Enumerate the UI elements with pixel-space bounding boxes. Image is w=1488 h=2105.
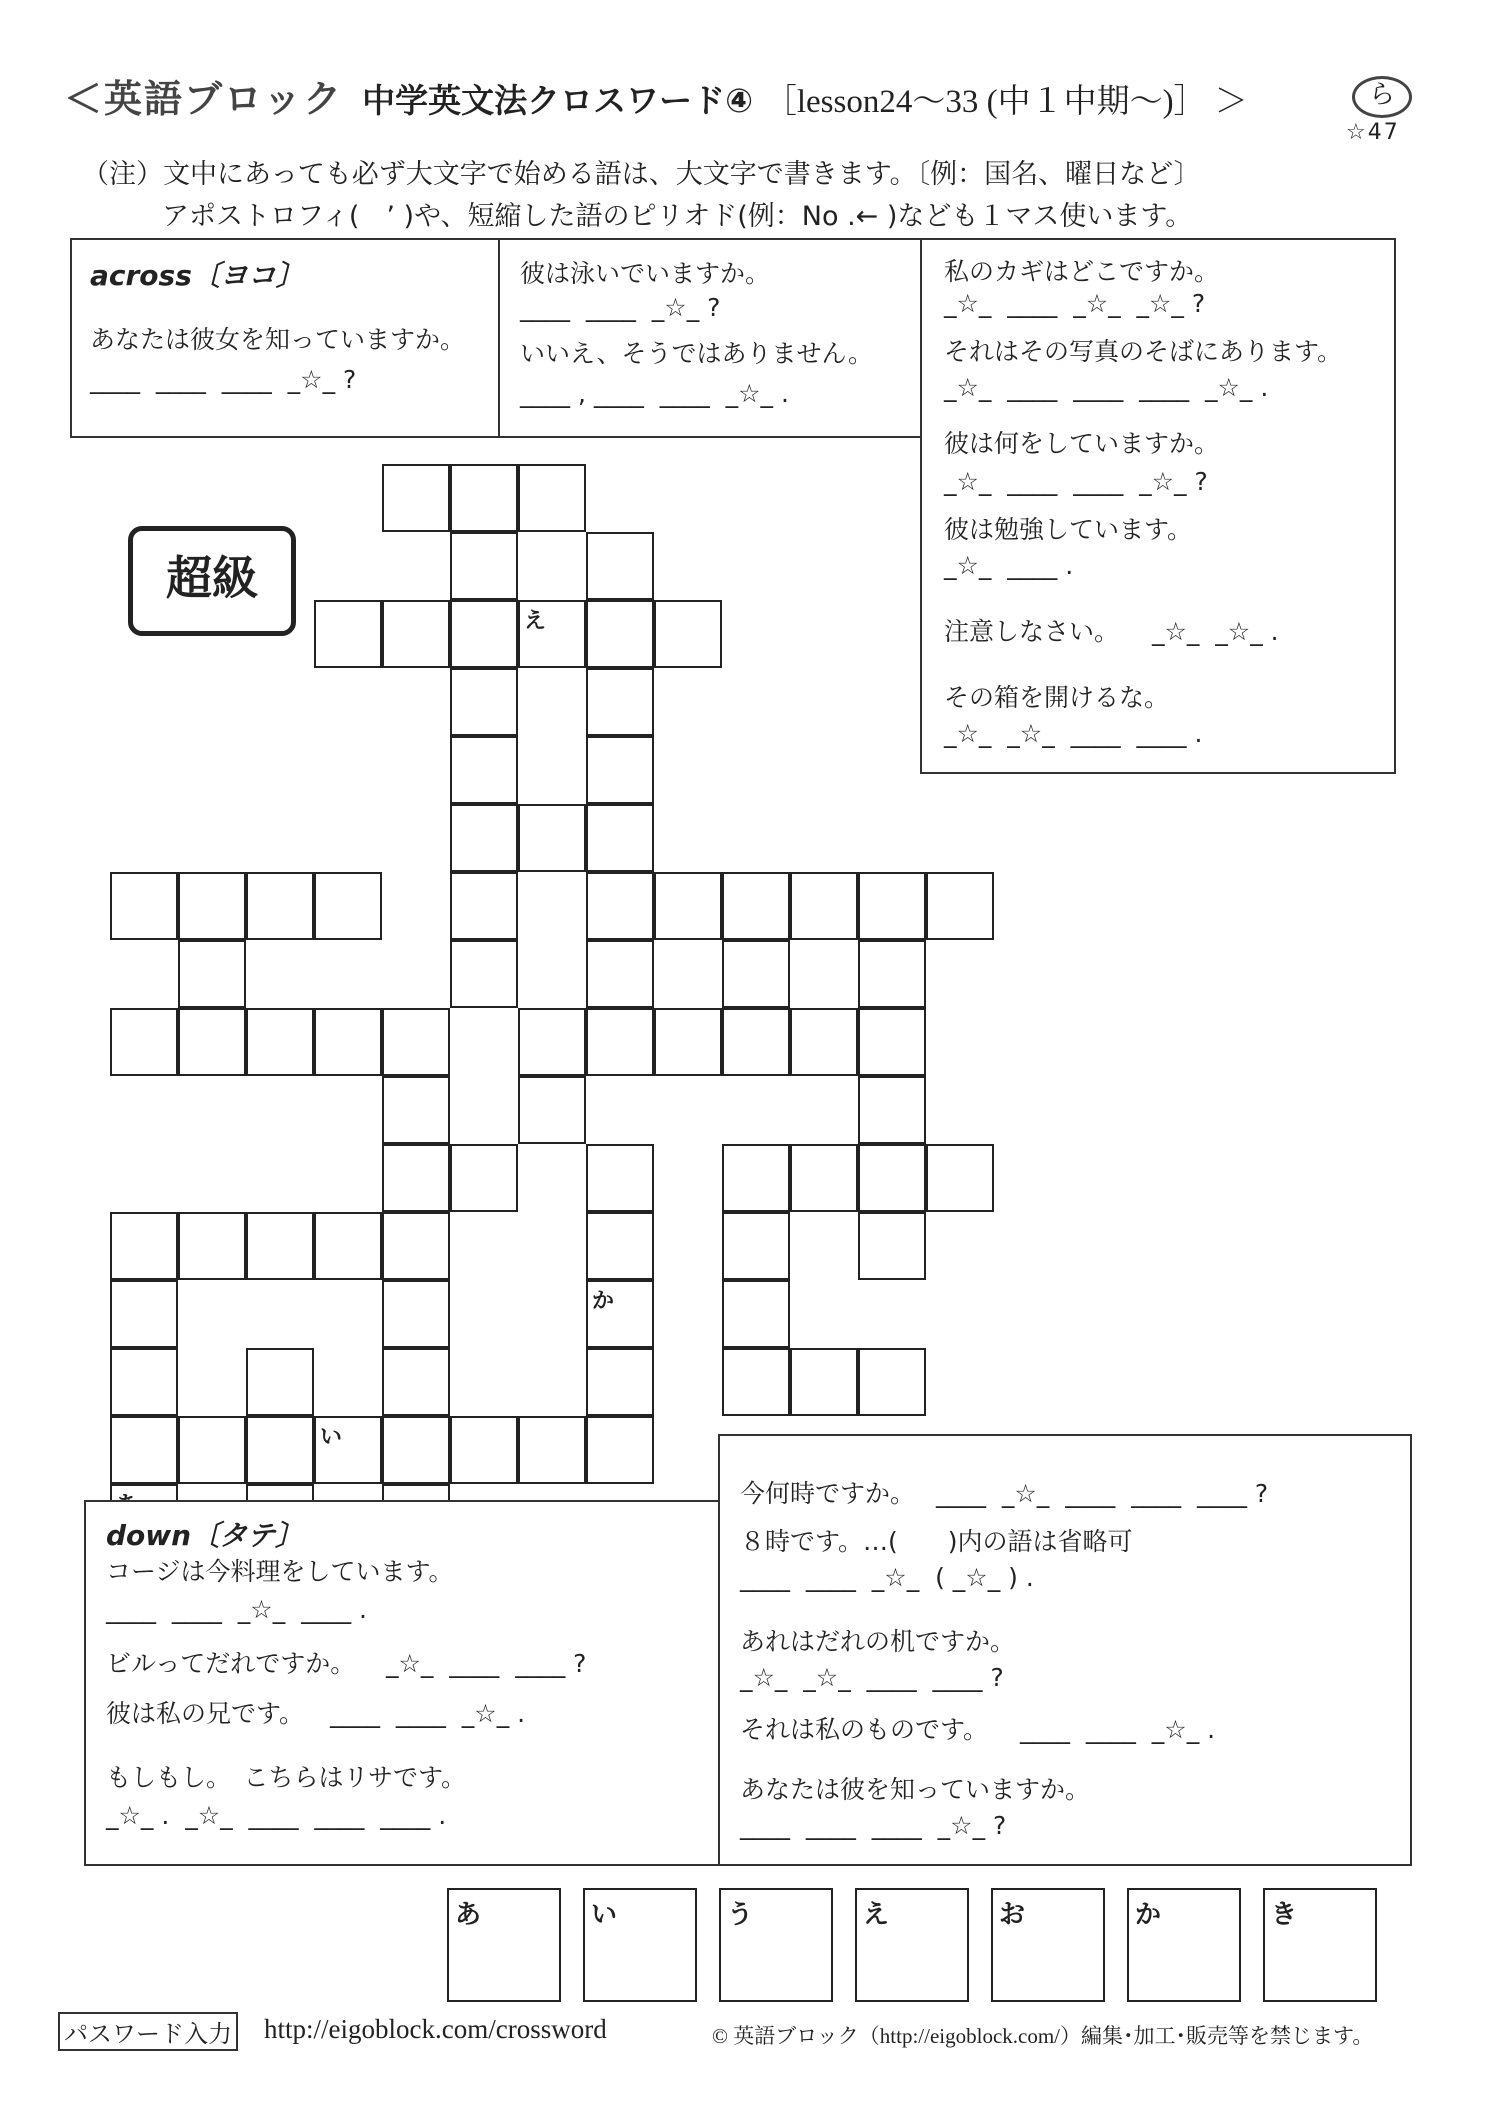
across-clue: 私のカギはどこですか。 xyxy=(944,257,1220,286)
answer-box-label: い xyxy=(591,1900,618,1930)
grid-cell[interactable] xyxy=(450,1144,518,1212)
grid-cell[interactable] xyxy=(450,532,518,600)
cell-label: か xyxy=(592,1289,615,1314)
answer-blanks: ____ _☆_ ____ ____ ____ ? xyxy=(936,1479,1269,1508)
answer-blanks: _☆_ ____ ____ ____ _☆_ . xyxy=(944,373,1269,402)
across-box-2 xyxy=(498,238,922,438)
across-box-3 xyxy=(920,238,1396,774)
answer-box-label: お xyxy=(999,1900,1026,1930)
across-clue: 注意しなさい。 xyxy=(944,617,1120,646)
down-clue: ８時です。…( )内の語は省略可 xyxy=(740,1527,1133,1556)
grid-cell[interactable] xyxy=(314,600,382,668)
grid-cell[interactable] xyxy=(790,1348,858,1416)
grid-cell[interactable] xyxy=(314,1416,382,1484)
answer-box-i[interactable] xyxy=(583,1888,697,2002)
down-clue: あなたは彼を知っていますか。 xyxy=(740,1775,1091,1804)
grid-cell[interactable] xyxy=(518,464,586,532)
difficulty-label: 超級 xyxy=(128,526,296,636)
answer-blanks: ____ , ____ ____ _☆_ . xyxy=(520,379,789,408)
answer-blanks: _☆_ . _☆_ ____ ____ ____ . xyxy=(106,1801,447,1830)
grid-cell[interactable] xyxy=(722,1280,790,1348)
grid-cell[interactable] xyxy=(110,1008,178,1076)
answer-blanks: _☆_ ____ . xyxy=(944,551,1074,580)
answer-blanks: _☆_ _☆_ ____ ____ ? xyxy=(740,1663,1004,1692)
grid-cell[interactable] xyxy=(450,464,518,532)
down-clue: それは私のものです。 xyxy=(740,1715,989,1744)
grid-cell[interactable] xyxy=(382,1008,450,1076)
grid-cell[interactable] xyxy=(382,1076,450,1144)
grid-cell[interactable] xyxy=(654,1008,722,1076)
lesson-range: ［lesson24〜33 (中１中期〜)］ ＞ xyxy=(763,84,1248,120)
grid-cell[interactable] xyxy=(382,1212,450,1280)
grid-cell[interactable] xyxy=(314,1212,382,1280)
grid-cell[interactable] xyxy=(586,1008,654,1076)
copyright-notice: © 英語ブロック（http://eigoblock.com/）編集･加工･販売等を禁じます。 xyxy=(712,2024,1374,2048)
grid-cell[interactable] xyxy=(110,1416,178,1484)
grid-cell[interactable] xyxy=(314,872,382,940)
grid-cell[interactable] xyxy=(518,1008,586,1076)
grid-cell[interactable] xyxy=(586,1212,654,1280)
grid-cell[interactable] xyxy=(586,1416,654,1484)
grid-cell[interactable] xyxy=(722,940,790,1008)
answer-box-label: き xyxy=(1271,1900,1298,1930)
grid-cell[interactable] xyxy=(382,1348,450,1416)
answer-box-label: う xyxy=(727,1900,754,1930)
grid-cell[interactable] xyxy=(858,940,926,1008)
answer-blanks: _☆_ ____ ____ ? xyxy=(386,1649,587,1678)
grid-cell[interactable] xyxy=(654,872,722,940)
page-title xyxy=(64,68,1248,123)
answer-blanks: ____ ____ _☆_ ( _☆_ ) . xyxy=(740,1563,1034,1592)
grid-cell[interactable] xyxy=(450,940,518,1008)
grid-cell[interactable] xyxy=(722,872,790,940)
answer-box-label: え xyxy=(863,1900,890,1930)
grid-cell[interactable] xyxy=(858,1008,926,1076)
instructions-note xyxy=(82,154,1201,238)
answer-blanks: _☆_ ____ ____ _☆_ ? xyxy=(944,467,1208,496)
grid-cell[interactable] xyxy=(926,872,994,940)
down-box-1 xyxy=(84,1500,720,1866)
across-clue: それはその写真のそばにあります。 xyxy=(944,337,1343,366)
grid-cell[interactable] xyxy=(858,1212,926,1280)
across-box-1 xyxy=(70,238,500,438)
down-clue: もしもし。 こちらはリサです。 xyxy=(106,1763,467,1792)
grid-cell[interactable] xyxy=(586,532,654,600)
crossword-url-link[interactable]: http://eigoblock.com/crossword xyxy=(264,2014,607,2044)
grid-cell[interactable] xyxy=(586,668,654,736)
grid-cell[interactable] xyxy=(450,600,518,668)
grid-cell[interactable] xyxy=(858,1076,926,1144)
down-clue: コージは今料理をしています。 xyxy=(106,1557,454,1586)
password-entry-label: パスワード入力 xyxy=(58,2012,238,2051)
grid-cell[interactable] xyxy=(246,1008,314,1076)
down-clue: 彼は私の兄です。 xyxy=(106,1699,305,1728)
down-clue: ビルってだれですか。 xyxy=(106,1649,356,1678)
grid-cell[interactable] xyxy=(518,600,586,668)
grid-cell[interactable] xyxy=(382,1144,450,1212)
grid-cell[interactable] xyxy=(382,1416,450,1484)
answer-blanks: _☆_ _☆_ ____ ____ . xyxy=(944,719,1203,748)
across-clue: いいえ、そうではありません。 xyxy=(520,339,874,368)
grid-cell[interactable] xyxy=(450,736,518,804)
grid-cell[interactable] xyxy=(314,1008,382,1076)
answer-box-e[interactable] xyxy=(855,1888,969,2002)
grid-cell[interactable] xyxy=(178,872,246,940)
across-clue: 彼は何をしていますか。 xyxy=(944,429,1220,458)
grid-cell[interactable] xyxy=(178,1008,246,1076)
grid-cell[interactable] xyxy=(586,872,654,940)
grid-cell[interactable] xyxy=(450,1416,518,1484)
grid-cell[interactable] xyxy=(178,1212,246,1280)
grid-cell[interactable] xyxy=(858,1348,926,1416)
grid-cell[interactable] xyxy=(382,1280,450,1348)
grid-cell[interactable] xyxy=(586,600,654,668)
grid-cell[interactable] xyxy=(790,1008,858,1076)
answer-box-u[interactable] xyxy=(719,1888,833,2002)
grid-cell[interactable] xyxy=(382,600,450,668)
grid-cell[interactable] xyxy=(110,1348,178,1416)
grid-cell[interactable] xyxy=(926,1144,994,1212)
grid-cell[interactable] xyxy=(722,1212,790,1280)
answer-box-o[interactable] xyxy=(991,1888,1105,2002)
across-clue: 彼は勉強しています。 xyxy=(944,515,1193,544)
grid-cell[interactable] xyxy=(858,1144,926,1212)
grid-cell[interactable] xyxy=(110,872,178,940)
grid-cell[interactable] xyxy=(722,1144,790,1212)
star-count: ☆47 xyxy=(1346,120,1400,145)
grid-cell[interactable] xyxy=(382,464,450,532)
note-line-2: アポストロフィ( ’ )や、短縮した語のピリオド(例：No .← )なども１マス使います。 xyxy=(162,201,1193,232)
grid-cell[interactable] xyxy=(586,804,654,872)
cell-label: え xyxy=(524,609,547,634)
answer-box-label: あ xyxy=(455,1900,482,1930)
answer-blanks: ____ ____ ____ _☆_ ? xyxy=(740,1811,1007,1840)
grid-cell[interactable] xyxy=(110,1280,178,1348)
logo: ＜英語ブロック xyxy=(64,76,344,121)
grid-cell[interactable] xyxy=(722,1008,790,1076)
grid-cell[interactable] xyxy=(450,872,518,940)
grid-cell[interactable] xyxy=(178,1416,246,1484)
level-badge: ら xyxy=(1352,76,1412,118)
across-clue: あなたは彼女を知っていますか。 xyxy=(90,325,466,354)
grid-cell[interactable] xyxy=(518,1076,586,1144)
grid-cell[interactable] xyxy=(246,1212,314,1280)
grid-cell[interactable] xyxy=(722,1348,790,1416)
down-clue: あれはだれの机ですか。 xyxy=(740,1627,1016,1656)
answer-box-ka[interactable] xyxy=(1127,1888,1241,2002)
worksheet-title: 中学英文法クロスワード④ xyxy=(362,81,754,120)
grid-cell[interactable] xyxy=(586,1280,654,1348)
grid-cell[interactable] xyxy=(518,804,586,872)
answer-box-label: か xyxy=(1135,1900,1162,1930)
grid-cell[interactable] xyxy=(586,1348,654,1416)
answer-blanks: _☆_ _☆_ . xyxy=(1152,617,1279,646)
answer-blanks: _☆_ ____ _☆_ _☆_ ? xyxy=(944,289,1206,318)
grid-cell[interactable] xyxy=(586,940,654,1008)
grid-cell[interactable] xyxy=(110,1212,178,1280)
cell-label: い xyxy=(320,1425,343,1450)
across-clue: その箱を開けるな。 xyxy=(944,683,1170,712)
grid-cell[interactable] xyxy=(586,736,654,804)
grid-cell[interactable] xyxy=(518,1416,586,1484)
down-box-2 xyxy=(718,1434,1412,1866)
answer-blanks: ____ ____ _☆_ ? xyxy=(520,293,721,322)
answer-blanks: ____ ____ _☆_ ____ . xyxy=(106,1595,367,1624)
grid-cell[interactable] xyxy=(654,600,722,668)
answer-blanks: ____ ____ ____ _☆_ ? xyxy=(90,365,357,394)
down-clue: 今何時ですか。 xyxy=(740,1479,916,1508)
grid-cell[interactable] xyxy=(858,872,926,940)
grid-cell[interactable] xyxy=(246,1416,314,1484)
grid-cell[interactable] xyxy=(246,1348,314,1416)
grid-cell[interactable] xyxy=(178,940,246,1008)
grid-cell[interactable] xyxy=(246,872,314,940)
grid-cell[interactable] xyxy=(450,804,518,872)
note-line-1: （注）文中にあっても必ず大文字で始める語は、大文字で書きます。〔例：国名、曜日など〕 xyxy=(82,159,1201,190)
grid-cell[interactable] xyxy=(790,872,858,940)
down-heading: down〔タテ〕 xyxy=(106,1519,304,1552)
grid-cell[interactable] xyxy=(790,1144,858,1212)
answer-box-a[interactable] xyxy=(447,1888,561,2002)
answer-box-ki[interactable] xyxy=(1263,1888,1377,2002)
across-clue: 彼は泳いでいますか。 xyxy=(520,259,771,288)
answer-blanks: ____ ____ _☆_ . xyxy=(1020,1715,1216,1744)
answer-blanks: ____ ____ _☆_ . xyxy=(330,1699,526,1728)
grid-cell[interactable] xyxy=(450,668,518,736)
across-heading: across〔ヨコ〕 xyxy=(90,259,304,292)
grid-cell[interactable] xyxy=(586,1144,654,1212)
